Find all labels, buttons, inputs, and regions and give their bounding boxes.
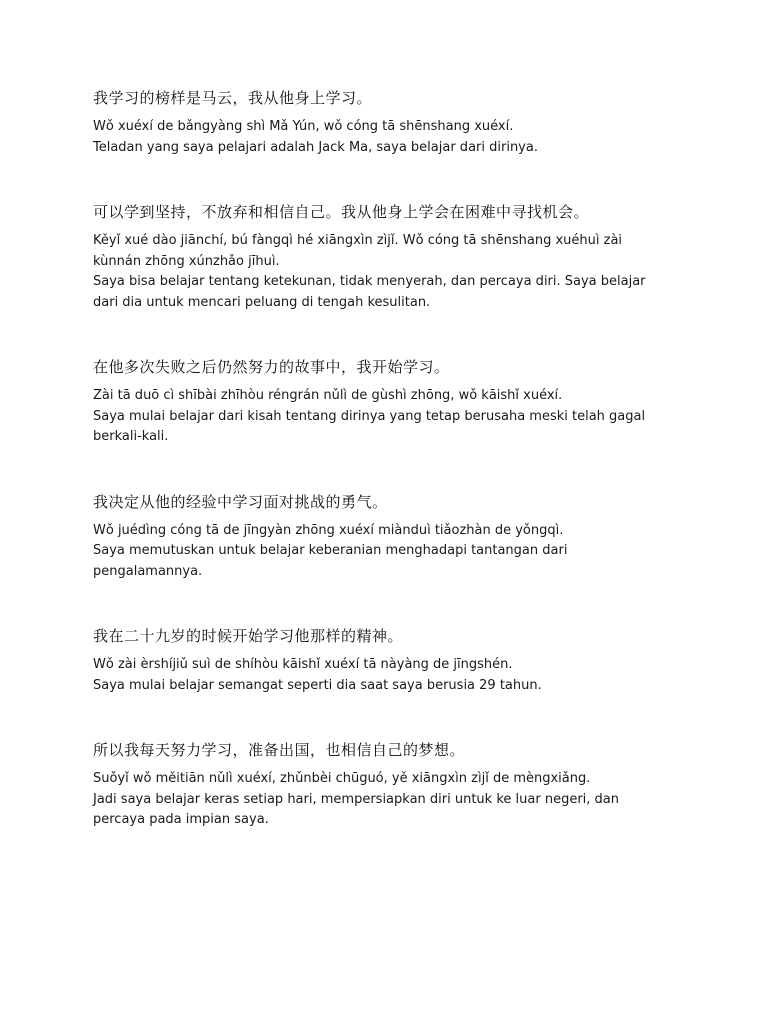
sentence-entry-3 [93,357,668,448]
sentence-entry-2 [93,202,668,313]
sentence-entry-4 [93,492,668,583]
chinese-sentence: 我决定从他的经验中学习面对挑战的勇气。 [93,492,388,511]
chinese-sentence: 可以学到坚持，不放弃和相信自己。我从他身上学会在困难中寻找机会。 [93,203,590,221]
sentence-entry-6 [93,740,668,831]
indonesian-translation: Saya memutuskan untuk belajar keberanian menghadapi tantangan dari pengalamannya. [93,543,568,579]
pinyin-line: Suǒyǐ wǒ měitiān nǔlì xuéxí, zhǔnbèi chūguó, yě xiāngxìn zìjǐ de mèngxiǎng. [93,771,591,786]
indonesian-translation: Teladan yang saya pelajari adalah Jack Ma, saya belajar dari dirinya. [93,139,538,155]
chinese-sentence: 所以我每天努力学习，准备出国，也相信自己的梦想。 [93,741,466,759]
chinese-sentence: 在他多次失败之后仍然努力的故事中，我开始学习。 [93,358,450,376]
pinyin-line: Wǒ juédìng cóng tā de jīngyàn zhōng xuéxí miànduì tiǎozhàn de yǒngqì. [93,522,564,538]
pinyin-line: Wǒ xuéxí de bǎngyàng shì Mǎ Yún, wǒ cóng tā shēnshang xuéxí. [93,119,514,134]
pinyin-line: Kěyǐ xué dào jiānchí, bú fàngqì hé xiāngxìn zìjǐ. Wǒ cóng tā shēnshang xuéhuì zài kùnnán zhōng xúnzhǎo jīhuì. [93,233,623,269]
pinyin-line: Zài tā duō cì shībài zhīhòu réngrán nǔlì de gùshì zhōng, wǒ kāishǐ xuéxí. [93,388,563,403]
indonesian-translation: Saya mulai belajar semangat seperti dia saat saya berusia 29 tahun. [93,677,542,693]
indonesian-translation: Saya bisa belajar tentang ketekunan, tidak menyerah, dan percaya diri. Saya belajar dari dia untuk mencari peluang di tengah kesulitan. [93,274,646,310]
chinese-sentence: 我学习的榜样是马云，我从他身上学习。 [93,89,373,107]
sentence-entry-5 [93,626,668,696]
indonesian-translation: Jadi saya belajar keras setiap hari, mempersiapkan diri untuk ke luar negeri, dan percaya pada impian saya. [93,791,619,827]
chinese-sentence: 我在二十九岁的时候开始学习他那样的精神。 [93,627,404,645]
indonesian-translation: Saya mulai belajar dari kisah tentang dirinya yang tetap berusaha meski telah gagal berkali-kali. [93,408,646,444]
sentence-entry-1 [93,88,668,158]
pinyin-line: Wǒ zài èrshíjiǔ suì de shíhòu kāishǐ xuéxí tā nàyàng de jīngshén. [93,657,513,672]
